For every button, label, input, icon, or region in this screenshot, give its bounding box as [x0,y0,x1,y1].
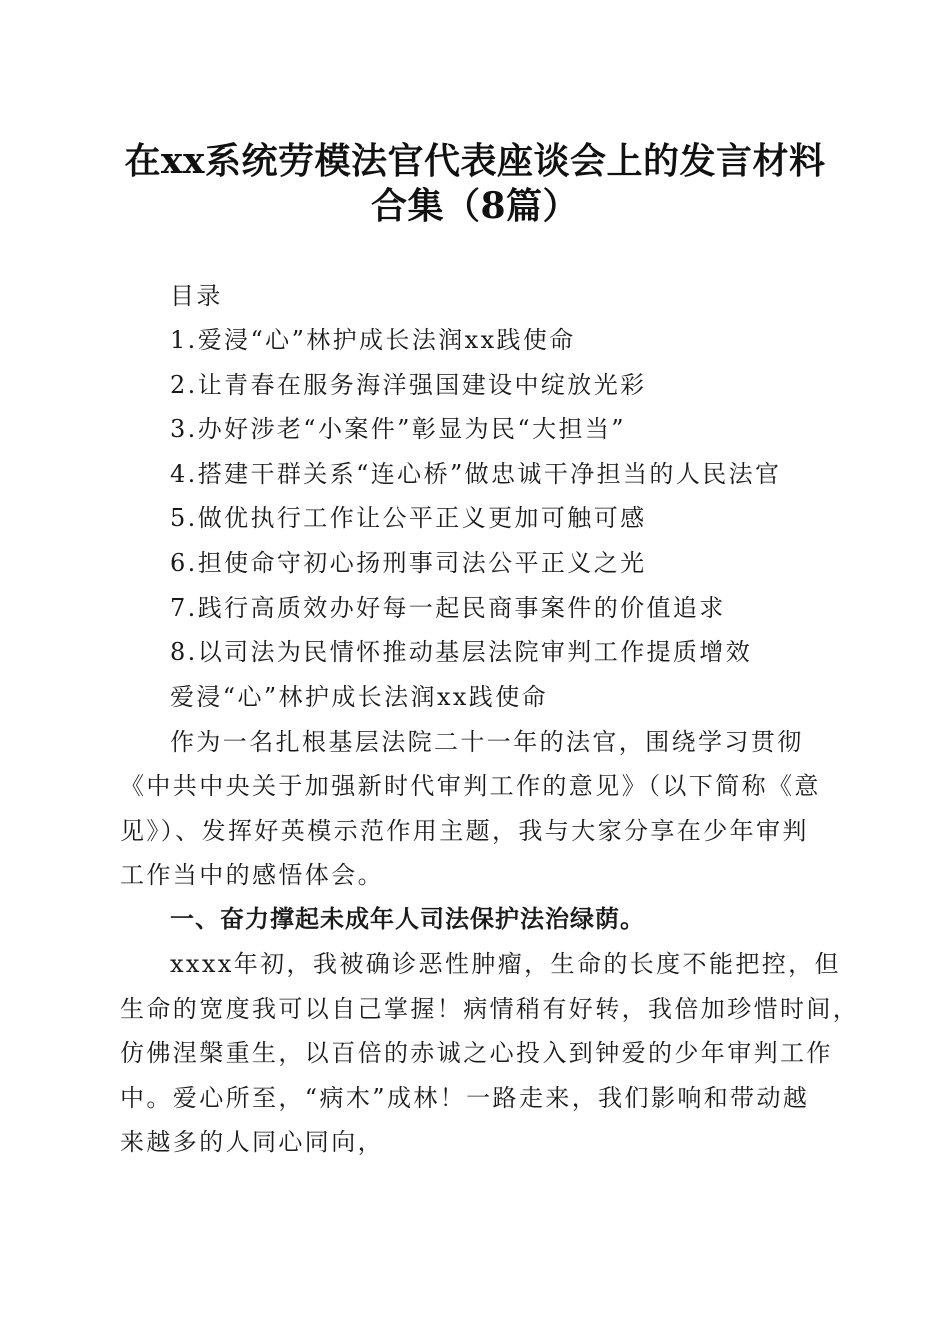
toc-item: 6.担使命守初心扬刑事司法公平正义之光 [170,549,647,577]
toc-item: 7.践行高质效办好每一起民商事案件的价值追求 [170,594,726,622]
paragraph-line: xxxx年初，我被确诊恶性肿瘤，生命的长度不能把控，但 [170,950,841,978]
toc-item: 8.以司法为民情怀推动基层法院审判工作提质增效 [170,638,753,666]
paragraph-line: 见》）、发挥好英模示范作用主题，我与大家分享在少年审判 [120,817,809,845]
document-title-line-2: 合集（8篇） [370,185,580,227]
toc-label: 目录 [170,282,223,310]
section-title: 爱浸“心”林护成长法润xx践使命 [170,683,549,711]
paragraph-line: 中。爱心所至，“病木”成林！一路走来，我们影响和带动越 [120,1084,810,1112]
section-heading: 一、奋力撑起未成年人司法保护法治绿荫。 [170,905,645,933]
toc-item: 4.搭建干群关系“连心桥”做忠诚干净担当的人民法官 [170,460,782,488]
toc-item: 2.让青春在服务海洋强国建设中绽放光彩 [170,371,647,399]
toc-item: 5.做优执行工作让公平正义更加可触可感 [170,504,647,532]
paragraph-line: 工作当中的感悟体会。 [120,861,384,889]
paragraph-line: 《中共中央关于加强新时代审判工作的意见》（以下简称《意 [120,772,821,800]
document-title-line-1: 在xx系统劳模法官代表座谈会上的发言材料 [124,140,826,182]
paragraph-line: 作为一名扎根基层法院二十一年的法官，围绕学习贯彻 [170,728,804,756]
paragraph-line: 仿佛涅槃重生，以百倍的赤诚之心投入到钟爱的少年审判工作 [120,1039,833,1067]
paragraph-line: 生命的宽度我可以自己掌握！病情稍有好转，我倍加珍惜时间， [120,995,860,1023]
paragraph-line: 来越多的人同心同向， [120,1128,384,1156]
toc-item: 3.办好涉老“小案件”彰显为民“大担当” [170,415,626,443]
toc-item: 1.爱浸“心”林护成长法润xx践使命 [170,326,576,354]
